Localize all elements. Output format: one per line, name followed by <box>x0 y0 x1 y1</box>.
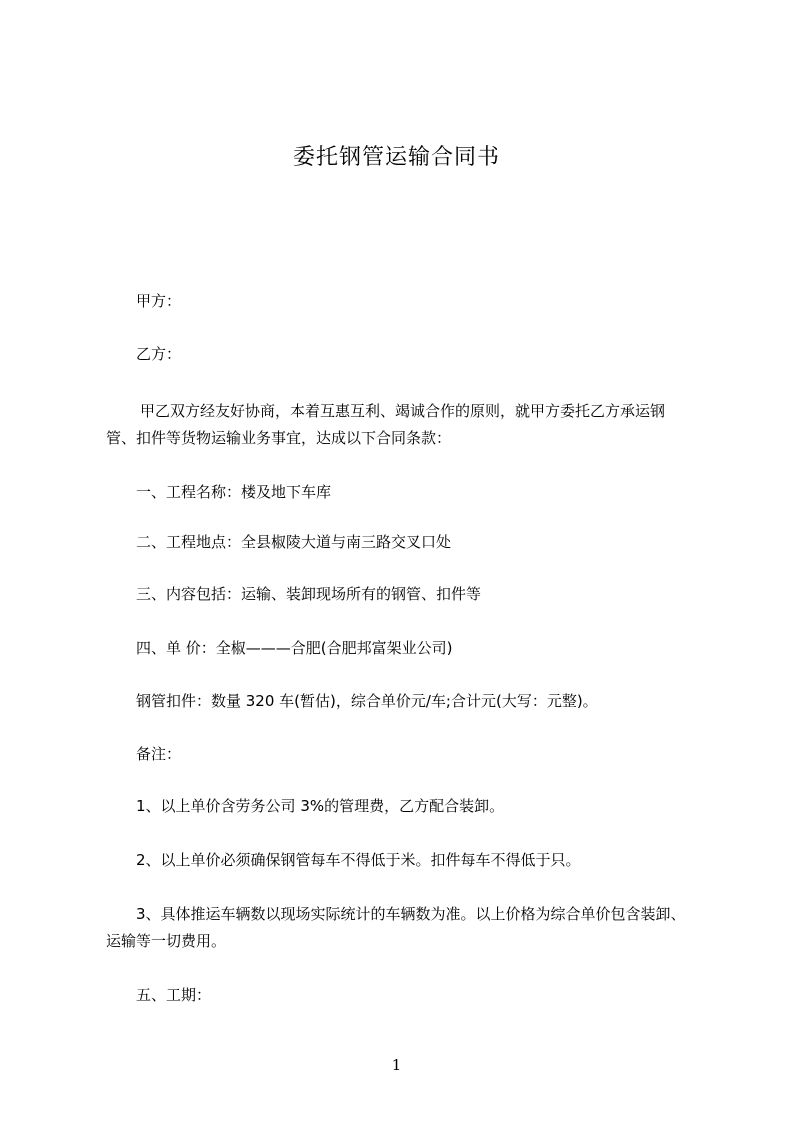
pricing-line: 钢管扣件：数量 320 车(暂估)，综合单价元/车;合计元(大写：元整)。 <box>136 692 598 710</box>
clause-project-name: 一、工程名称：楼及地下车库 <box>136 483 332 501</box>
party-a-label: 甲方： <box>136 292 182 310</box>
intro-paragraph-line-2: 管、扣件等货物运输业务事宜，达成以下合同条款： <box>106 429 452 447</box>
remarks-heading: 备注： <box>136 745 182 763</box>
clause-project-location: 二、工程地点：全县椒陵大道与南三路交叉口处 <box>136 533 452 551</box>
clause-duration: 五、工期： <box>136 986 212 1004</box>
clause-content-scope: 三、内容包括：运输、装卸现场所有的钢管、扣件等 <box>136 585 482 603</box>
document-title: 委托钢管运输合同书 <box>292 145 500 170</box>
remark-3-line-2: 运输等一切费用。 <box>106 932 227 950</box>
remark-2: 2、以上单价必须确保钢管每车不得低于米。扣件每车不得低于只。 <box>136 851 581 869</box>
remark-1: 1、以上单价含劳务公司 3%的管理费，乙方配合装卸。 <box>136 797 505 815</box>
party-b-label: 乙方： <box>136 345 182 363</box>
intro-paragraph-line-1: 甲乙双方经友好协商，本着互惠互利、竭诚合作的原则，就甲方委托乙方承运钢 <box>140 402 666 420</box>
remark-3-line-1: 3、具体推运车辆数以现场实际统计的车辆数为准。以上价格为综合单价包含装卸、 <box>136 905 686 923</box>
clause-unit-price: 四、单 价：全椒———合肥(合肥邦富架业公司) <box>136 639 453 657</box>
page-number: 1 <box>391 1056 402 1074</box>
